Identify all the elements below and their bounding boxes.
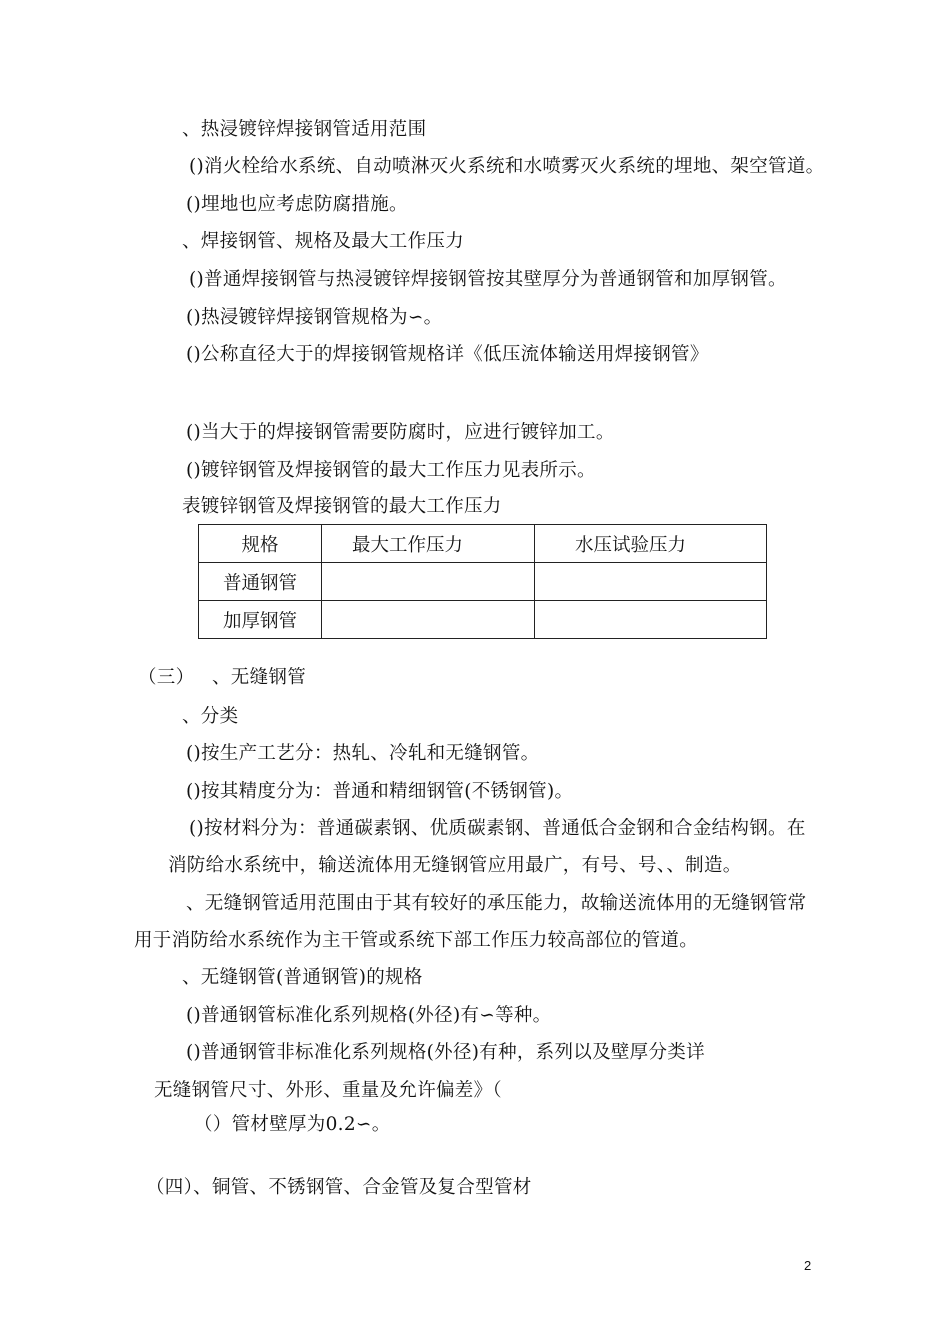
table-caption: 表镀锌钢管及焊接钢管的最大工作压力 [182, 496, 502, 517]
text-line: ()公称直径大于的焊接钢管规格详《低压流体输送用焊接钢管》 [186, 344, 709, 365]
text-line: ()普通钢管非标准化系列规格(外径)有种，系列以及壁厚分类详 [186, 1042, 705, 1063]
text-line: ()按其精度分为：普通和精细钢管(不锈钢管)。 [186, 781, 574, 802]
table-cell [535, 601, 767, 639]
table-header-row [199, 525, 767, 563]
text-line: 、热浸镀锌焊接钢管适用范围 [182, 119, 427, 140]
table-row [199, 563, 767, 601]
text-line: 、无缝钢管(普通钢管)的规格 [182, 967, 423, 988]
table-cell: 加厚钢管 [199, 601, 322, 639]
text-line: 、无缝钢管适用范围由于其有较好的承压能力，故输送流体用的无缝钢管常 [186, 893, 807, 914]
text-line: 消防给水系统中，输送流体用无缝钢管应用最广，有号、号、、制造。 [168, 855, 742, 876]
text-line: 无缝钢管尺寸、外形、重量及允许偏差》（ [154, 1080, 502, 1101]
text-line: ()普通焊接钢管与热浸镀锌焊接钢管按其壁厚分为普通钢管和加厚钢管。 [189, 269, 787, 290]
pressure-table [198, 524, 767, 639]
table-row [199, 601, 767, 639]
table-header-cell: 水压试验压力 [535, 525, 767, 563]
text-line: ()按材料分为：普通碳素钢、优质碳素钢、普通低合金钢和合金结构钢。在 [189, 818, 806, 839]
text-line: （）管材壁厚为0.2∽。 [194, 1114, 391, 1135]
text-line: ()镀锌钢管及焊接钢管的最大工作压力见表所示。 [186, 460, 596, 481]
section-heading: 、无缝钢管 [212, 667, 307, 688]
table-header-cell: 规格 [199, 525, 322, 563]
section-heading: （四）、铜管、不锈钢管、合金管及复合型管材 [146, 1177, 532, 1198]
text-line: 、分类 [182, 706, 239, 727]
text-line: ()埋地也应考虑防腐措施。 [186, 194, 408, 215]
text-line: ()热浸镀锌焊接钢管规格为∽。 [186, 307, 443, 328]
text-line: ()按生产工艺分：热轧、冷轧和无缝钢管。 [186, 743, 540, 764]
text-line: ()消火栓给水系统、自动喷淋灭火系统和水喷雾灭火系统的埋地、架空管道。 [189, 156, 825, 177]
table-header-cell: 最大工作压力 [322, 525, 535, 563]
table-cell [322, 563, 535, 601]
table-cell [535, 563, 767, 601]
section-number: （三） [138, 667, 195, 688]
table-cell [322, 601, 535, 639]
table-cell: 普通钢管 [199, 563, 322, 601]
text-line: ()当大于的焊接钢管需要防腐时，应进行镀锌加工。 [186, 422, 615, 443]
text-line: 、焊接钢管、规格及最大工作压力 [182, 231, 465, 252]
page-number: 2 [804, 1258, 812, 1273]
text-line: ()普通钢管标准化系列规格(外径)有∽等种。 [186, 1005, 552, 1026]
text-line: 用于消防给水系统作为主干管或系统下部工作压力较高部位的管道。 [134, 930, 699, 951]
